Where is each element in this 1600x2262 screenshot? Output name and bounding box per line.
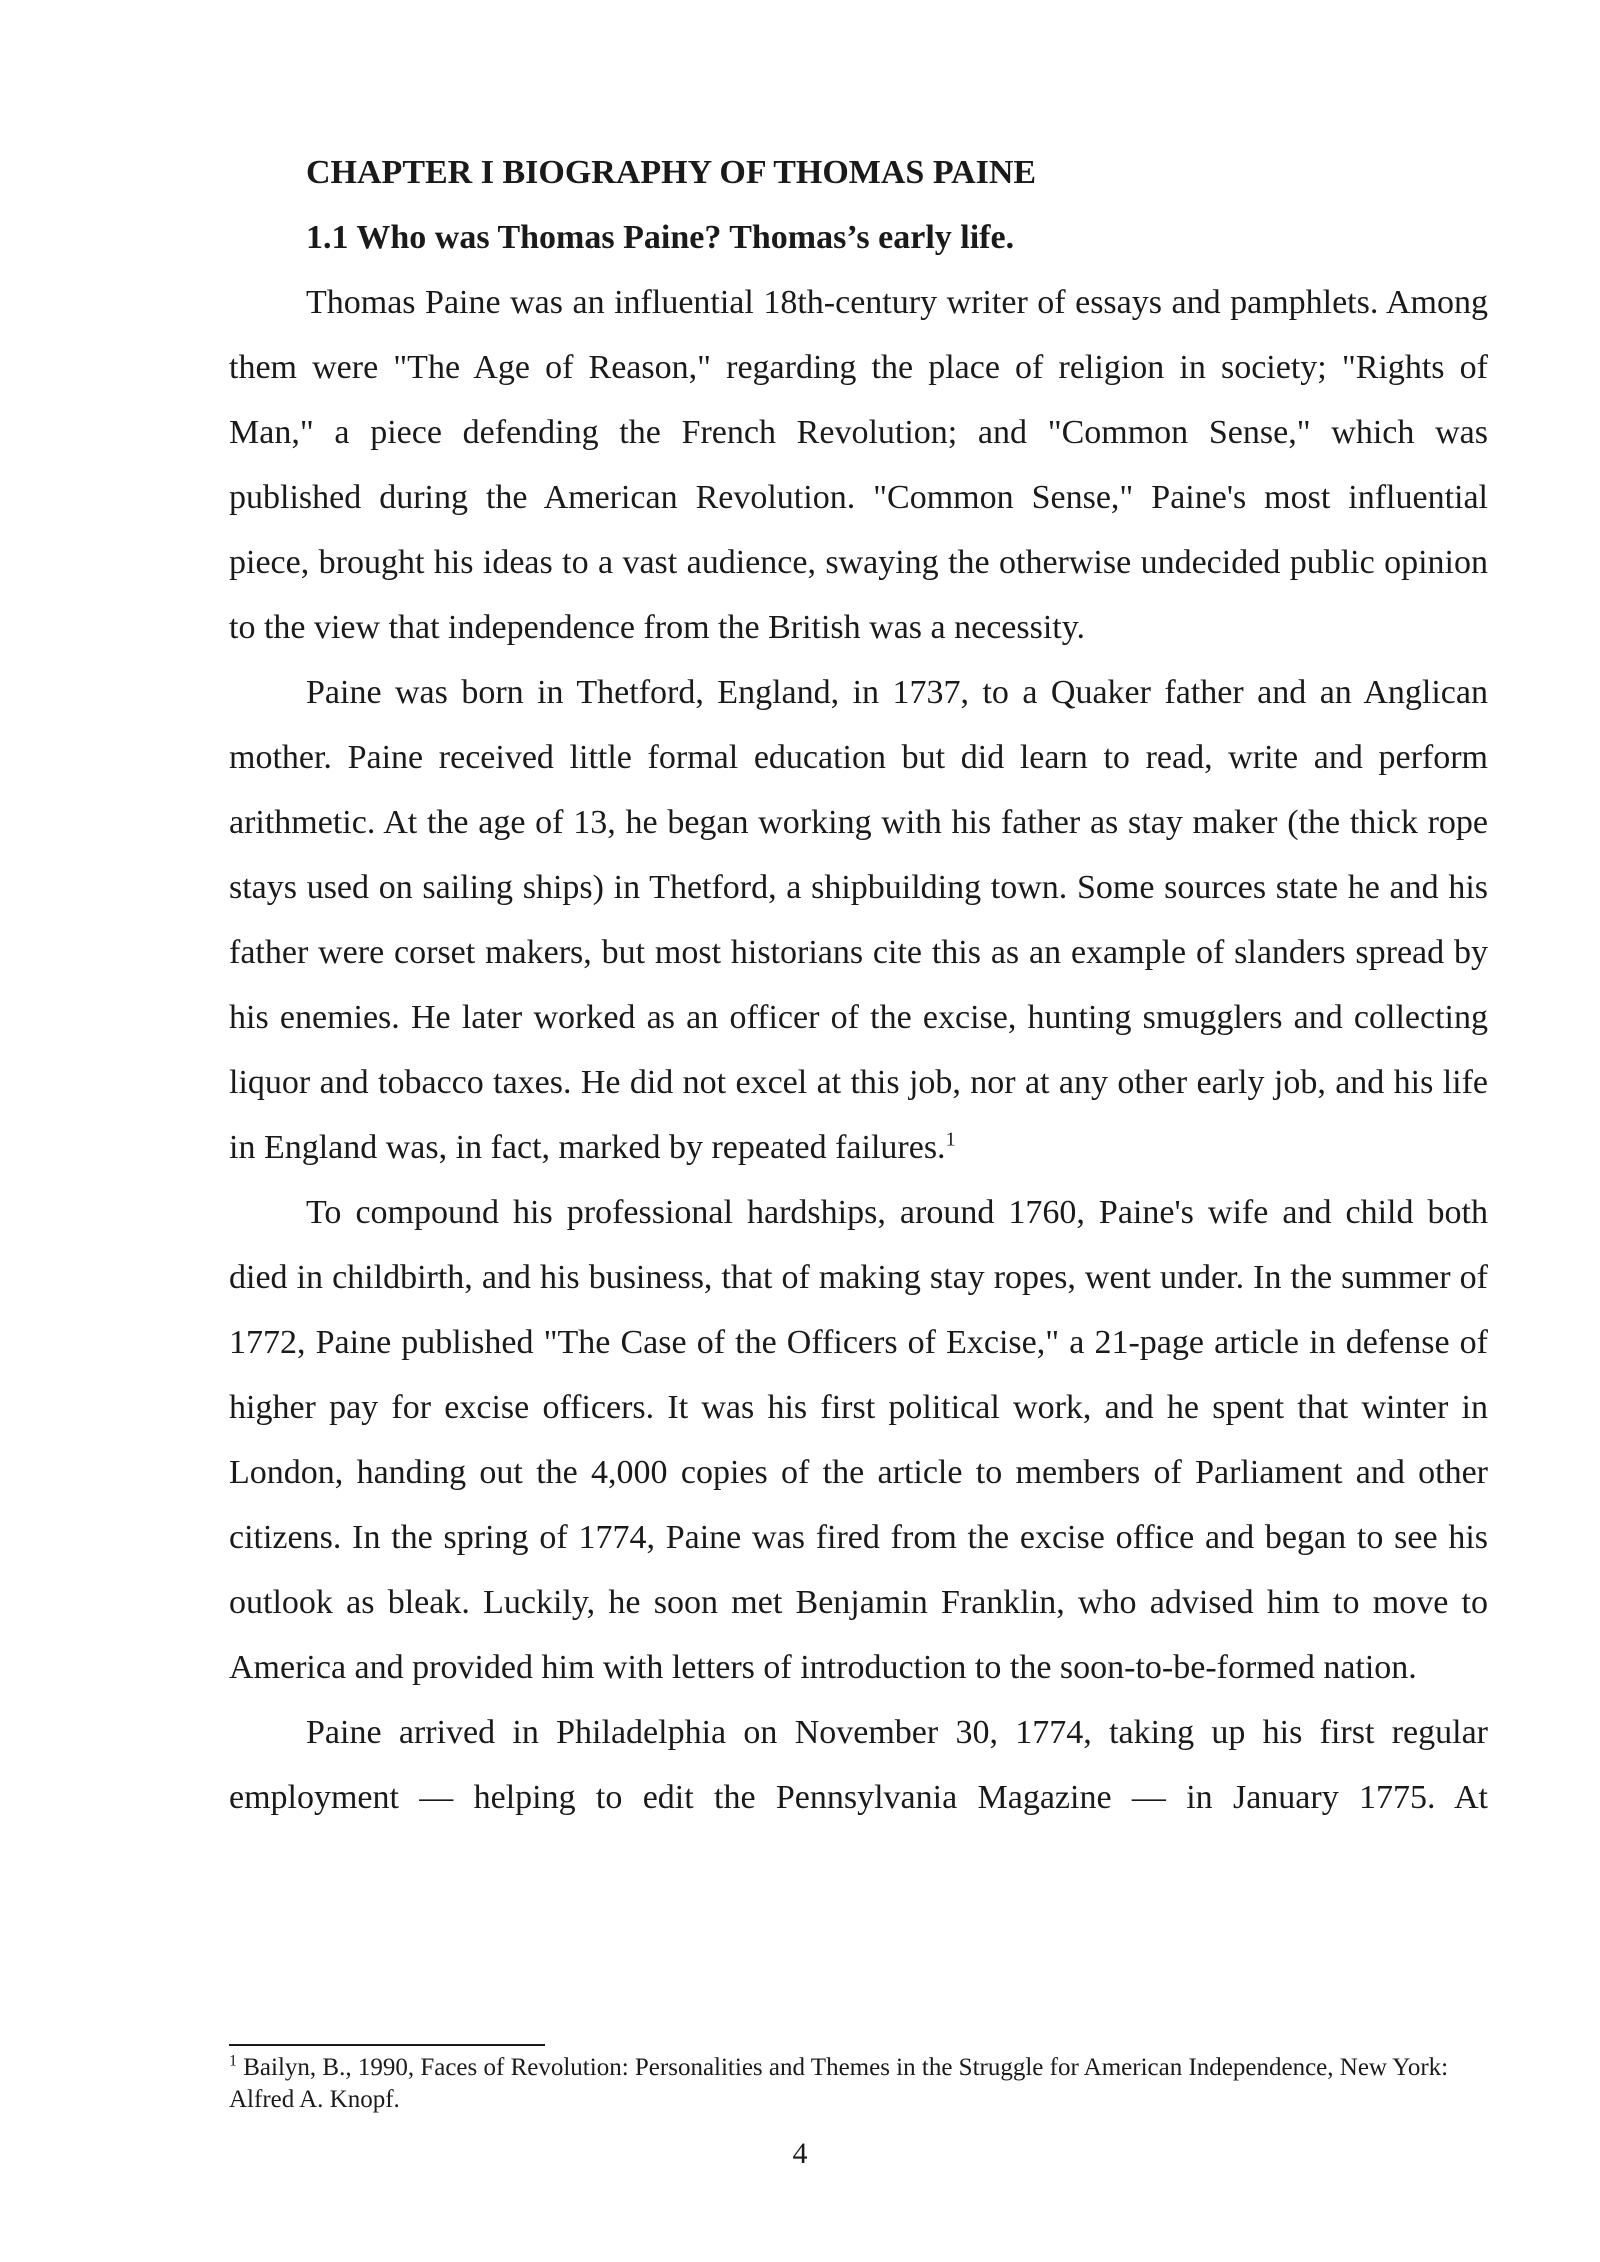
paragraph-2 [229,660,1488,1180]
footnote-separator [229,2044,545,2046]
chapter-title: CHAPTER I BIOGRAPHY OF THOMAS PAINE [306,154,1037,191]
paragraph-2-text: Paine was born in Thetford, England, in 1737, to a Quaker father and an Anglican mother. Paine received little formal education but did learn to read, write and perform arithmetic. At the age of 13, he began working with his father as stay maker (the thick rope stays used on sailing ships) in Thetford, a shipbuilding town. Some sources state he and his father were corset makers, but most historians cite this as an example of slanders spread by his enemies. He later worked as an officer of the excise, hunting smugglers and collecting liquor and tobacco taxes. He did not excel at this job, nor at any other early job, and his life in England was, in fact, marked by repeated failures. [229,674,1488,1166]
paragraph-4 [229,1700,1488,1830]
paragraph-1 [229,270,1488,660]
footnote [229,2052,1488,2116]
paragraph-3 [229,1180,1488,1700]
page-number: 4 [792,2137,808,2170]
footnote-marker: 1 [229,2052,237,2070]
page-body [229,140,1488,1830]
paragraph-3-text: To compound his professional hardships, around 1760, Paine's wife and child both died in childbirth, and his business, that of making stay ropes, went under. In the summer of 1772, Paine published "The Case of the Officers of Excise," a 21-page article in defense of higher pay for excise officers. It was his first political work, and he spent that winter in London, handing out the 4,000 copies of the article to members of Parliament and other citizens. In the spring of 1774, Paine was fired from the excise office and began to see his outlook as bleak. Luckily, he soon met Benjamin Franklin, who advised him to move to America and provided him with letters of introduction to the soon-to-be-formed nation. [229,1194,1488,1686]
footnote-text: Bailyn, B., 1990, Faces of Revolution: Personalities and Themes in the Struggle for American Independence, New York: Alfred A. Knopf. [229,2054,1449,2113]
section-title: 1.1 Who was Thomas Paine? Thomas’s early life. [306,219,1015,256]
paragraph-1-text: Thomas Paine was an influential 18th-century writer of essays and pamphlets. Among them were "The Age of Reason," regarding the place of religion in society; "Rights of Man," a piece defending the French Revolution; and "Common Sense," which was published during the American Revolution. "Common Sense," Paine's most influential piece, brought his ideas to a vast audience, swaying the otherwise undecided public opinion to the view that independence from the British was a necessity. [229,284,1488,646]
paragraph-4-text: Paine arrived in Philadelphia on November 30, 1774, taking up his first regular employment — helping to edit the Pennsylvania Magazine — in January 1775. At [229,1714,1488,1816]
footnote-reference[interactable]: 1 [945,1128,956,1151]
